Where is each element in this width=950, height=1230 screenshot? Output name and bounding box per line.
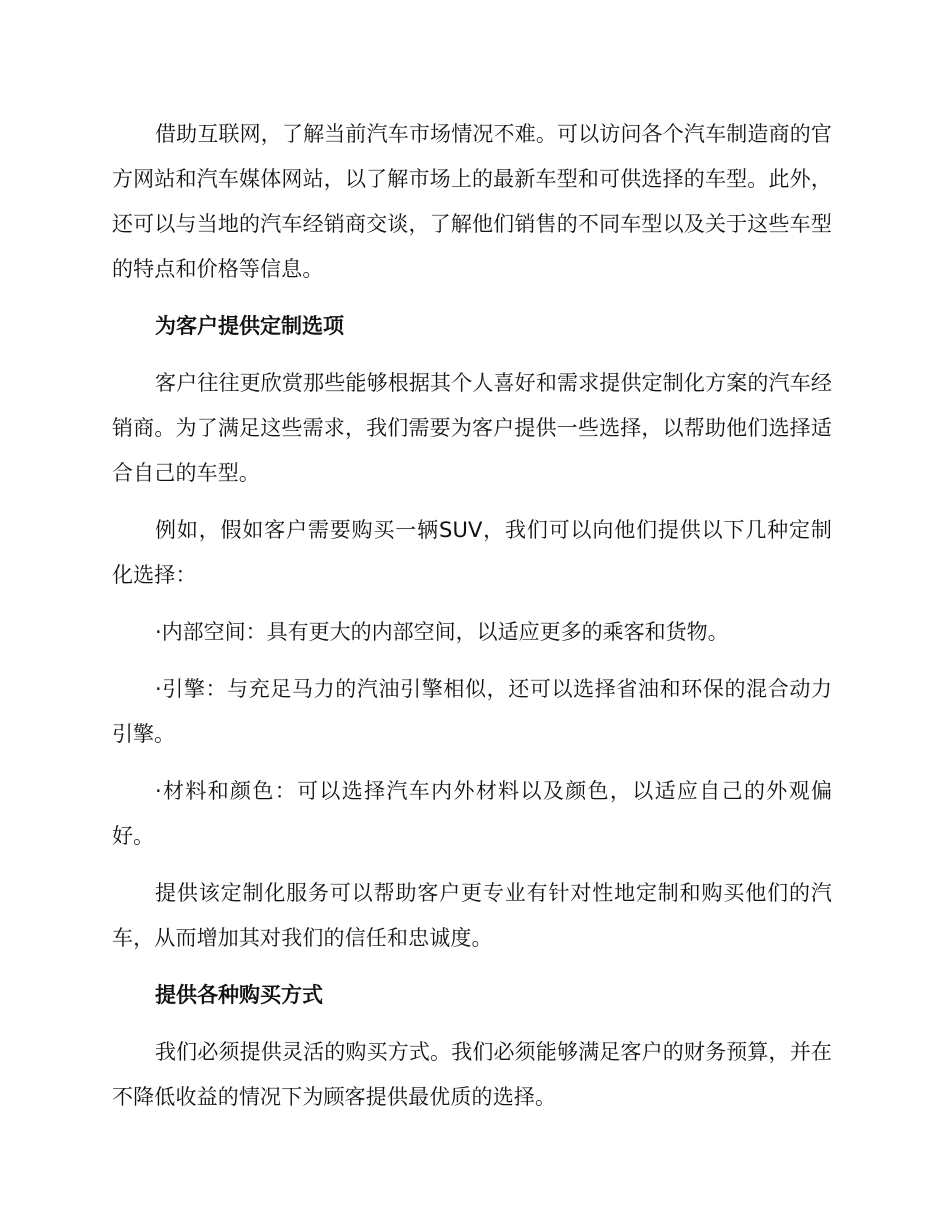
bullet-item-engine xyxy=(112,667,832,757)
bullet-item-interior-space xyxy=(112,610,832,655)
bullet-marker: · xyxy=(155,779,162,803)
bullet-item-materials-colors xyxy=(112,769,832,859)
paragraph-customization-benefit: 提供该定制化服务可以帮助客户更专业有针对性地定制和购买他们的汽车，从而增加其对我们的信任和忠诚度。 xyxy=(112,881,832,950)
section-heading-purchase-options: 提供各种购买方式 xyxy=(155,983,323,1007)
bullet-marker: · xyxy=(155,620,162,644)
bullet-text: 材料和颜色：可以选择汽车内外材料以及颜色，以适应自己的外观偏好。 xyxy=(112,779,832,848)
paragraph-purchase-options: 我们必须提供灵活的购买方式。我们必须能够满足客户的财务预算，并在不降低收益的情况下为顾客提供最优质的选择。 xyxy=(112,1040,832,1109)
bullet-marker: · xyxy=(155,677,162,701)
paragraph-suv-example: 例如，假如客户需要购买一辆SUV，我们可以向他们提供以下几种定制化选择： xyxy=(112,518,832,587)
paragraph-customization-intro: 客户往往更欣赏那些能够根据其个人喜好和需求提供定制化方案的汽车经销商。为了满足这些需求，我们需要为客户提供一些选择，以帮助他们选择适合自己的车型。 xyxy=(112,371,832,485)
section-heading-customization: 为客户提供定制选项 xyxy=(155,314,344,338)
bullet-text: 引擎：与充足马力的汽油引擎相似，还可以选择省油和环保的混合动力引擎。 xyxy=(112,677,832,746)
bullet-text: 内部空间：具有更大的内部空间，以适应更多的乘客和货物。 xyxy=(161,620,729,644)
paragraph-market-research: 借助互联网，了解当前汽车市场情况不难。可以访问各个汽车制造商的官方网站和汽车媒体网站，以了解市场上的最新车型和可供选择的车型。此外，还可以与当地的汽车经销商交谈，了解他们销售的不同车型以及关于这些车型的特点和价格等信息。 xyxy=(112,122,832,281)
